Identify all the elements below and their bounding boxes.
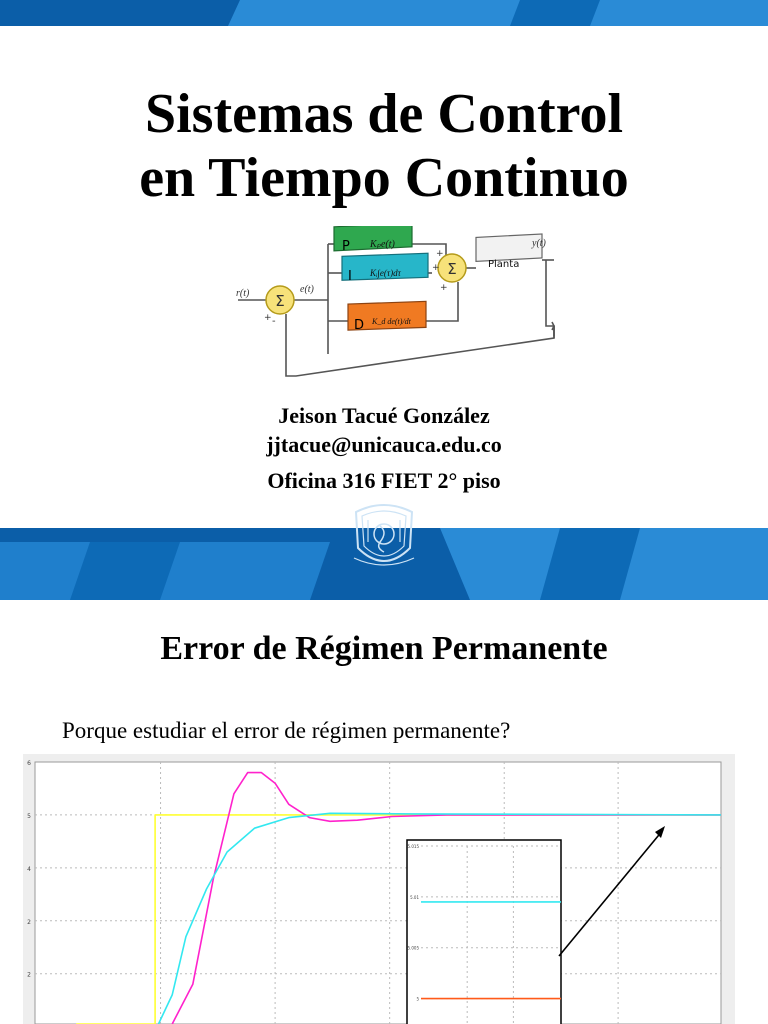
y-tick-label: 5 <box>27 812 31 820</box>
svg-text:+: + <box>440 283 448 293</box>
inset-y-tick-label: 5.005 <box>407 945 419 951</box>
svg-text:K_d de(t)/dt: K_d de(t)/dt <box>372 317 411 326</box>
svg-text:-: - <box>272 316 276 327</box>
zoom-inset-plot <box>407 840 561 1024</box>
input-label: r(t) <box>236 288 250 299</box>
svg-text:+: + <box>432 263 440 273</box>
slide-title-line-1: Sistemas de Control <box>144 83 624 145</box>
y-tick-label: 4 <box>27 865 31 873</box>
university-seal-icon <box>348 498 420 576</box>
sum-junction-2 <box>432 249 466 293</box>
top-decorative-band <box>0 0 768 26</box>
slide-2-question: Porque estudiar el error de régimen permanente? <box>62 718 511 743</box>
svg-text:Kᵢ∫e(τ)dτ: Kᵢ∫e(τ)dτ <box>370 268 401 278</box>
d-block <box>348 301 426 333</box>
svg-text:Σ: Σ <box>447 260 457 278</box>
inset-y-tick-label: 5 <box>416 996 419 1002</box>
y-tick-label: 6 <box>27 760 31 767</box>
svg-text:+: + <box>264 313 272 323</box>
slide-2-title: Error de Régimen Permanente <box>160 630 608 667</box>
svg-text:D: D <box>354 318 365 333</box>
svg-text:Planta: Planta <box>488 259 520 270</box>
author-office: Oficina 316 FIET 2° piso <box>267 468 501 493</box>
sum-junction-1 <box>264 286 294 327</box>
slide-title-line-2: en Tiempo Continuo <box>139 147 629 209</box>
y-tick-label: 2 <box>27 918 31 926</box>
author-name: Jeison Tacué González <box>278 403 490 428</box>
error-label: e(t) <box>300 284 314 295</box>
inset-y-tick-label: 5.01 <box>410 894 419 900</box>
svg-text:Kₚe(t): Kₚe(t) <box>370 239 395 250</box>
p-block <box>334 226 412 254</box>
svg-text:Σ: Σ <box>275 292 285 310</box>
i-block <box>342 253 428 284</box>
author-email: jjtacue@unicauca.edu.co <box>266 432 502 457</box>
pid-block-diagram <box>236 226 556 378</box>
output-label: y(t) <box>532 238 546 249</box>
svg-text:+: + <box>436 249 444 259</box>
inset-y-tick-label: 5.015 <box>407 844 419 849</box>
svg-text:I: I <box>348 269 352 284</box>
y-tick-label: 2 <box>27 971 31 979</box>
svg-text:P: P <box>342 239 350 254</box>
step-response-plot <box>23 754 735 1024</box>
